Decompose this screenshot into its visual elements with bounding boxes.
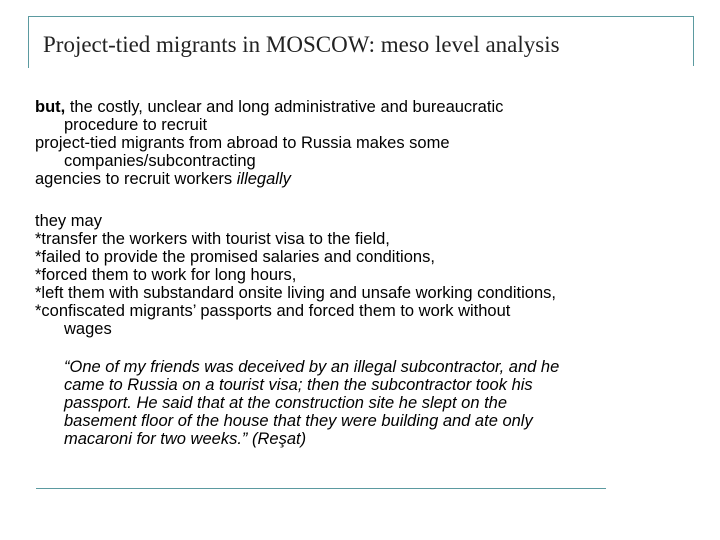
quote-line: passport. He said that at the construction site he slept on the — [64, 394, 508, 412]
intro-line-3-start: agencies to recruit workers — [35, 170, 237, 188]
intro-line-1-cont: procedure to recruit — [64, 116, 208, 134]
frame-top-line — [28, 16, 694, 17]
quote-line: “One of my friends was deceived by an illegal subcontractor, and he — [64, 358, 560, 376]
list-item: *confiscated migrants’ passports and forced them to work without — [35, 302, 511, 320]
intro-line-3 — [35, 170, 700, 188]
slide-body — [35, 98, 700, 448]
intro-line-1-rest: the costly, unclear and long administrative and bureaucratic — [65, 98, 504, 116]
bottom-divider-line — [36, 488, 606, 489]
frame-right-line — [693, 16, 694, 66]
intro-line-2-cont: companies/subcontracting — [64, 152, 256, 170]
quote-line: macaroni for two weeks.” (Reşat) — [64, 430, 307, 448]
slide-title: Project-tied migrants in MOSCOW: meso level analysis — [43, 32, 560, 57]
list-item: *forced them to work for long hours, — [35, 266, 297, 284]
quote-line: came to Russia on a tourist visa; then the subcontractor took his — [64, 376, 533, 394]
paragraph-gap — [35, 188, 700, 212]
list-item: *left them with substandard onsite living and unsafe working conditions, — [35, 284, 556, 302]
quote-line: basement floor of the house that they were building and ate only — [64, 412, 533, 430]
frame-left-line — [28, 16, 29, 68]
list-header: they may — [35, 212, 102, 230]
list-item: *transfer the workers with tourist visa to the field, — [35, 230, 390, 248]
list-item: *failed to provide the promised salaries and conditions, — [35, 248, 435, 266]
intro-line-1 — [35, 98, 700, 116]
intro-line-2: project-tied migrants from abroad to Russia makes some — [35, 134, 450, 152]
intro-lead-bold: but, — [35, 98, 66, 116]
intro-line-3-italic: illegally — [236, 170, 291, 188]
list-item-cont: wages — [64, 320, 112, 338]
quote-block — [64, 358, 700, 448]
